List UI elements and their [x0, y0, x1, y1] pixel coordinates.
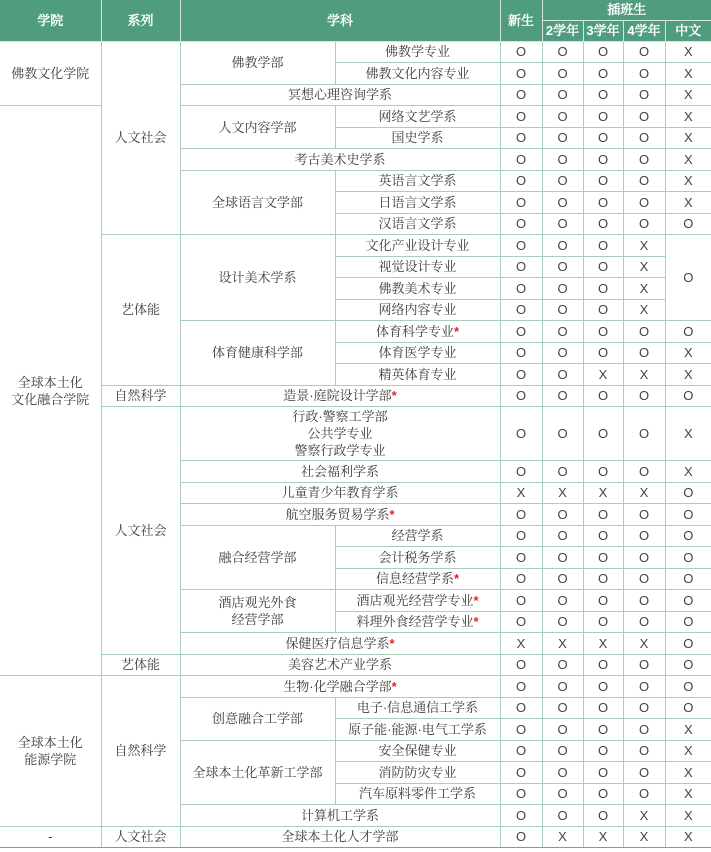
- year2-mark: O: [542, 299, 583, 321]
- year2-mark: O: [542, 590, 583, 612]
- year4-mark: O: [623, 127, 665, 149]
- freshman-mark: O: [500, 719, 542, 741]
- freshman-mark: O: [500, 568, 542, 590]
- freshman-mark: O: [500, 826, 542, 848]
- freshman-mark: O: [500, 805, 542, 827]
- year4-mark: O: [623, 321, 665, 343]
- major-cell: 英语言文学系: [335, 170, 500, 192]
- chinese-mark: X: [665, 719, 711, 741]
- year3-mark: O: [583, 149, 623, 171]
- year2-mark: O: [542, 256, 583, 278]
- year4-mark: O: [623, 504, 665, 526]
- year4-mark: O: [623, 170, 665, 192]
- major-cell: 经营学系: [335, 525, 500, 547]
- chinese-mark: O: [665, 525, 711, 547]
- year3-mark: O: [583, 256, 623, 278]
- freshman-mark: O: [500, 461, 542, 483]
- year4-mark: X: [623, 482, 665, 504]
- chinese-mark: O: [665, 504, 711, 526]
- series-cell: 人文社会: [101, 826, 180, 848]
- year4-mark: O: [623, 568, 665, 590]
- department-cell: 人文内容学部: [180, 106, 335, 149]
- series-cell: 自然科学: [101, 676, 180, 827]
- year3-mark: O: [583, 525, 623, 547]
- asterisk-mark: *: [391, 388, 397, 404]
- year3-mark: O: [583, 611, 623, 633]
- year2-mark: O: [542, 504, 583, 526]
- freshman-mark: O: [500, 41, 542, 63]
- major-name: 料理外食经营学专业: [356, 614, 474, 630]
- year3-mark: O: [583, 106, 623, 128]
- year3-mark: O: [583, 278, 623, 300]
- year2-mark: O: [542, 719, 583, 741]
- year3-mark: O: [583, 41, 623, 63]
- table-header: [0, 0, 711, 41]
- header-subject: 学科: [180, 0, 500, 41]
- major-cell: 会计税务学系: [335, 547, 500, 569]
- year4-mark: O: [623, 762, 665, 784]
- freshman-mark: O: [500, 127, 542, 149]
- asterisk-mark: *: [389, 635, 395, 651]
- year3-mark: O: [583, 461, 623, 483]
- year4-mark: X: [623, 826, 665, 848]
- college-name-line: 文化融合学院: [11, 391, 90, 407]
- year2-mark: O: [542, 783, 583, 805]
- series-cell: 艺体能: [101, 654, 180, 676]
- major-cell: [180, 676, 500, 698]
- year4-mark: O: [623, 697, 665, 719]
- freshman-mark: O: [500, 525, 542, 547]
- chinese-mark: X: [665, 84, 711, 106]
- year4-mark: O: [623, 149, 665, 171]
- year2-mark: O: [542, 170, 583, 192]
- freshman-mark: O: [500, 697, 542, 719]
- year2-mark: O: [542, 127, 583, 149]
- freshman-mark: O: [500, 63, 542, 85]
- year3-mark: O: [583, 192, 623, 214]
- chinese-mark-merged: O: [665, 235, 711, 321]
- major-cell: [180, 633, 500, 655]
- department-cell: 全球本土化革新工学部: [180, 740, 335, 805]
- year2-mark: O: [542, 568, 583, 590]
- chinese-mark: X: [665, 192, 711, 214]
- freshman-mark: O: [500, 504, 542, 526]
- college-name-line: 全球本土化: [17, 374, 83, 390]
- year4-mark: O: [623, 41, 665, 63]
- year4-mark: O: [623, 590, 665, 612]
- table-row: [0, 235, 711, 257]
- major-cell: 电子·信息通信工学系: [335, 697, 500, 719]
- year4-mark: O: [623, 611, 665, 633]
- year2-mark: O: [542, 461, 583, 483]
- freshman-mark: O: [500, 590, 542, 612]
- year3-mark: O: [583, 568, 623, 590]
- year3-mark: O: [583, 719, 623, 741]
- freshman-mark: O: [500, 84, 542, 106]
- year3-mark: O: [583, 321, 623, 343]
- year3-mark: O: [583, 676, 623, 698]
- chinese-mark: O: [665, 697, 711, 719]
- year3-mark: O: [583, 805, 623, 827]
- year3-mark: O: [583, 590, 623, 612]
- header-transfer: 插班生: [542, 0, 711, 20]
- table-row: [0, 654, 711, 676]
- department-line: 经营学部: [231, 612, 284, 627]
- chinese-mark: X: [665, 826, 711, 848]
- year3-mark: O: [583, 170, 623, 192]
- year4-mark: O: [623, 547, 665, 569]
- college-cell: [0, 826, 101, 848]
- chinese-mark: X: [665, 740, 711, 762]
- year3-mark: O: [583, 299, 623, 321]
- major-cell: 考古美术史学系: [180, 149, 500, 171]
- freshman-mark: O: [500, 278, 542, 300]
- asterisk-mark: *: [389, 506, 395, 522]
- year3-mark: X: [583, 826, 623, 848]
- asterisk-mark: *: [453, 323, 460, 339]
- chinese-mark: X: [665, 364, 711, 386]
- year4-mark: O: [623, 783, 665, 805]
- chinese-mark: O: [665, 568, 711, 590]
- major-cell: 体育医学专业: [335, 342, 500, 364]
- year4-mark: O: [623, 84, 665, 106]
- year2-mark: X: [542, 633, 583, 655]
- chinese-mark: X: [665, 63, 711, 85]
- freshman-mark: O: [500, 106, 542, 128]
- year2-mark: O: [542, 762, 583, 784]
- department-cell: 体育健康科学部: [180, 321, 335, 386]
- year4-mark: O: [623, 106, 665, 128]
- major-line: 公共学专业: [307, 426, 373, 441]
- college-name: -: [48, 829, 53, 845]
- year4-mark: O: [623, 385, 665, 407]
- chinese-mark: O: [665, 213, 711, 235]
- year2-mark: O: [542, 364, 583, 386]
- freshman-mark: O: [500, 299, 542, 321]
- major-cell: 网络文艺学系: [335, 106, 500, 128]
- year4-mark: O: [623, 63, 665, 85]
- header-year4: 4学年: [623, 20, 665, 41]
- major-cell: 社会福利学系: [180, 461, 500, 483]
- college-name: 佛教文化学院: [11, 65, 90, 81]
- freshman-mark: O: [500, 740, 542, 762]
- major-cell: 日语言文学系: [335, 192, 500, 214]
- year4-mark: O: [623, 192, 665, 214]
- year2-mark: O: [542, 697, 583, 719]
- year2-mark: O: [542, 63, 583, 85]
- chinese-mark: O: [665, 321, 711, 343]
- year2-mark: O: [542, 385, 583, 407]
- major-name: 酒店观光经营学专业: [356, 592, 474, 608]
- year4-mark: O: [623, 676, 665, 698]
- year4-mark: X: [623, 235, 665, 257]
- year4-mark: O: [623, 342, 665, 364]
- year3-mark: O: [583, 84, 623, 106]
- year2-mark: O: [542, 407, 583, 461]
- major-name: 造景·庭院设计学部: [283, 388, 392, 404]
- major-cell: 国史学系: [335, 127, 500, 149]
- college-cell: [0, 41, 101, 106]
- table-body: [0, 41, 711, 848]
- year3-mark: O: [583, 783, 623, 805]
- major-cell: [335, 321, 500, 343]
- freshman-mark: O: [500, 407, 542, 461]
- year4-mark: O: [623, 213, 665, 235]
- chinese-mark: O: [665, 385, 711, 407]
- department-cell: 佛教学部: [180, 41, 335, 84]
- year3-mark: O: [583, 407, 623, 461]
- chinese-mark: X: [665, 342, 711, 364]
- chinese-mark: X: [665, 783, 711, 805]
- asterisk-mark: *: [453, 571, 460, 587]
- year2-mark: O: [542, 41, 583, 63]
- major-cell: 安全保健专业: [335, 740, 500, 762]
- year3-mark: O: [583, 385, 623, 407]
- major-cell: 佛教学专业: [335, 41, 500, 63]
- chinese-mark: X: [665, 149, 711, 171]
- major-line: 警察行政学专业: [294, 443, 386, 458]
- major-cell: 消防防灾专业: [335, 762, 500, 784]
- freshman-mark: O: [500, 364, 542, 386]
- year4-mark: O: [623, 461, 665, 483]
- freshman-mark: O: [500, 213, 542, 235]
- year4-mark: X: [623, 633, 665, 655]
- major-cell: 全球本土化人才学部: [180, 826, 500, 848]
- chinese-mark: X: [665, 461, 711, 483]
- college-name-line: 能源学院: [24, 751, 77, 767]
- major-name: 信息经营学系: [375, 571, 454, 587]
- chinese-mark: O: [665, 547, 711, 569]
- year4-mark: X: [623, 805, 665, 827]
- year3-mark: O: [583, 697, 623, 719]
- year2-mark: O: [542, 84, 583, 106]
- department-cell: [180, 590, 335, 633]
- year4-mark: X: [623, 278, 665, 300]
- year3-mark: O: [583, 213, 623, 235]
- major-cell: 汉语言文学系: [335, 213, 500, 235]
- freshman-mark: X: [500, 482, 542, 504]
- year2-mark: O: [542, 342, 583, 364]
- major-cell: 美容艺术产业学系: [180, 654, 500, 676]
- year3-mark: O: [583, 762, 623, 784]
- major-cell: 佛教美术专业: [335, 278, 500, 300]
- year4-mark: O: [623, 740, 665, 762]
- table-row: [0, 676, 711, 698]
- year2-mark: O: [542, 321, 583, 343]
- asterisk-mark: *: [473, 614, 479, 630]
- college-cell: [0, 676, 101, 827]
- department-cell: 创意融合工学部: [180, 697, 335, 740]
- year2-mark: O: [542, 106, 583, 128]
- freshman-mark: O: [500, 385, 542, 407]
- year2-mark: O: [542, 611, 583, 633]
- year2-mark: O: [542, 740, 583, 762]
- freshman-mark: O: [500, 783, 542, 805]
- year2-mark: O: [542, 278, 583, 300]
- freshman-mark: O: [500, 149, 542, 171]
- major-cell: 文化产业设计专业: [335, 235, 500, 257]
- freshman-mark: O: [500, 654, 542, 676]
- freshman-mark: O: [500, 256, 542, 278]
- major-name: 生物·化学融合学部: [283, 678, 392, 694]
- year2-mark: O: [542, 213, 583, 235]
- year4-mark: O: [623, 719, 665, 741]
- major-name: 保健医疗信息学系: [285, 635, 390, 651]
- chinese-mark: O: [665, 590, 711, 612]
- table-row: [0, 385, 711, 407]
- chinese-mark: O: [665, 633, 711, 655]
- year3-mark: O: [583, 63, 623, 85]
- header-freshman: 新生: [500, 0, 542, 41]
- series-cell: 人文社会: [101, 407, 180, 655]
- year2-mark: X: [542, 482, 583, 504]
- freshman-mark: O: [500, 611, 542, 633]
- department-cell: 融合经营学部: [180, 525, 335, 590]
- chinese-mark: O: [665, 654, 711, 676]
- header-year2: 2学年: [542, 20, 583, 41]
- freshman-mark: O: [500, 676, 542, 698]
- year2-mark: X: [542, 826, 583, 848]
- year2-mark: O: [542, 525, 583, 547]
- year3-mark: O: [583, 342, 623, 364]
- year3-mark: O: [583, 127, 623, 149]
- year4-mark: O: [623, 654, 665, 676]
- year3-mark: O: [583, 654, 623, 676]
- year2-mark: O: [542, 654, 583, 676]
- year4-mark: O: [623, 407, 665, 461]
- major-cell: 视觉设计专业: [335, 256, 500, 278]
- asterisk-mark: *: [473, 592, 479, 608]
- table-row: [0, 407, 711, 461]
- year3-mark: O: [583, 235, 623, 257]
- chinese-mark: X: [665, 170, 711, 192]
- college-name-line: 全球本土化: [17, 734, 83, 750]
- major-cell: 精英体育专业: [335, 364, 500, 386]
- major-cell: 原子能·能源·电气工学系: [335, 719, 500, 741]
- year2-mark: O: [542, 676, 583, 698]
- table-row: [0, 41, 711, 63]
- major-cell: 佛教文化内容专业: [335, 63, 500, 85]
- year2-mark: O: [542, 805, 583, 827]
- year2-mark: O: [542, 149, 583, 171]
- major-cell: 计算机工学系: [180, 805, 500, 827]
- year2-mark: O: [542, 192, 583, 214]
- freshman-mark: X: [500, 633, 542, 655]
- year3-mark: O: [583, 504, 623, 526]
- year4-mark: X: [623, 256, 665, 278]
- major-cell: [335, 568, 500, 590]
- freshman-mark: O: [500, 170, 542, 192]
- year2-mark: O: [542, 235, 583, 257]
- freshman-mark: O: [500, 342, 542, 364]
- freshman-mark: O: [500, 192, 542, 214]
- header-year3: 3学年: [583, 20, 623, 41]
- header-chinese: 中文: [665, 20, 711, 41]
- freshman-mark: O: [500, 235, 542, 257]
- major-name: 体育科学专业: [375, 323, 454, 339]
- freshman-mark: O: [500, 547, 542, 569]
- major-cell: [335, 611, 500, 633]
- major-cell: 儿童青少年教育学系: [180, 482, 500, 504]
- chinese-mark: X: [665, 41, 711, 63]
- department-cell: 设计美术学系: [180, 235, 335, 321]
- header-college: 学院: [0, 0, 101, 41]
- series-cell: 艺体能: [101, 235, 180, 386]
- asterisk-mark: *: [391, 678, 397, 694]
- year3-mark: X: [583, 633, 623, 655]
- major-cell: 冥想心理咨询学系: [180, 84, 500, 106]
- year4-mark: O: [623, 525, 665, 547]
- freshman-mark: O: [500, 321, 542, 343]
- chinese-mark: X: [665, 127, 711, 149]
- series-cell: 自然科学: [101, 385, 180, 407]
- freshman-mark: O: [500, 762, 542, 784]
- major-cell: [180, 504, 500, 526]
- chinese-mark: X: [665, 407, 711, 461]
- department-cell: 全球语言文学部: [180, 170, 335, 235]
- major-line: 行政·警察工学部: [292, 409, 388, 424]
- chinese-mark: X: [665, 106, 711, 128]
- college-cell: [0, 106, 101, 676]
- year3-mark: O: [583, 547, 623, 569]
- year3-mark: O: [583, 740, 623, 762]
- major-cell: [180, 407, 500, 461]
- chinese-mark: O: [665, 611, 711, 633]
- major-cell: [180, 385, 500, 407]
- major-name: 航空服务贸易学系: [285, 506, 390, 522]
- chinese-mark: O: [665, 676, 711, 698]
- header-series: 系列: [101, 0, 180, 41]
- year3-mark: X: [583, 482, 623, 504]
- year3-mark: X: [583, 364, 623, 386]
- table-row: [0, 826, 711, 848]
- department-line: 酒店观光外食: [218, 595, 297, 610]
- chinese-mark: X: [665, 805, 711, 827]
- major-cell: [335, 590, 500, 612]
- series-cell: 人文社会: [101, 41, 180, 235]
- year4-mark: X: [623, 364, 665, 386]
- year2-mark: O: [542, 547, 583, 569]
- year4-mark: X: [623, 299, 665, 321]
- major-cell: 网络内容专业: [335, 299, 500, 321]
- chinese-mark: O: [665, 482, 711, 504]
- major-cell: 汽车原料零件工学系: [335, 783, 500, 805]
- chinese-mark: X: [665, 762, 711, 784]
